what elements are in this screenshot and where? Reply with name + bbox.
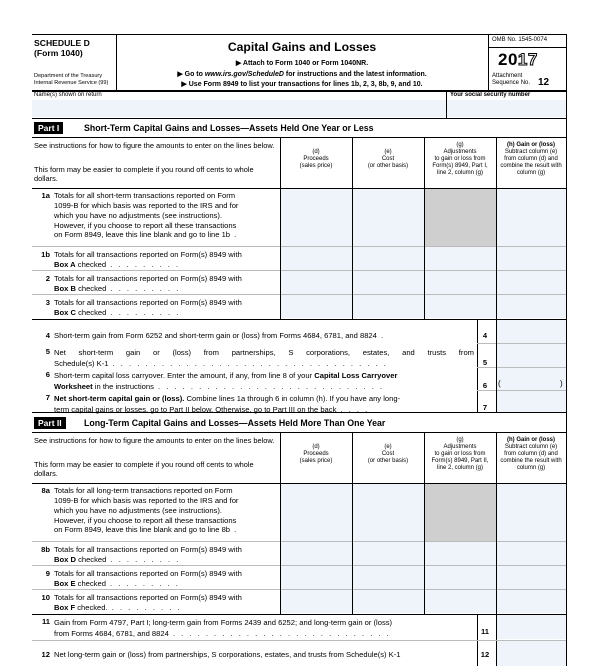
part1-title-rule <box>32 137 566 138</box>
line-5-text: Net short-term gain or (loss) from partnerships, S corporations, estates, and trusts from Schedule(s) K-1 . . . . . . . . . . . . . . . . . . . . . . . . . . . . . . . . . . <box>54 348 474 368</box>
line-9-cost[interactable] <box>353 566 424 589</box>
part2-instructions-1: See instructions for how to figure the amounts to enter on the lines below. <box>34 436 275 445</box>
line-2-proceeds[interactable] <box>281 271 352 294</box>
line-8b-text: Totals for all transactions reported on Form(s) 8949 with Box D checked . . . . . . . . . <box>54 545 242 564</box>
line-8a-gain-loss[interactable] <box>497 484 566 541</box>
part2-title: Long-Term Capital Gains and Losses—Assets Held More Than One Year <box>84 418 386 428</box>
ssn-field[interactable] <box>447 100 566 117</box>
sequence-number: 12 <box>538 77 550 88</box>
part1-bottom-rule <box>32 412 566 413</box>
line-1b-proceeds[interactable] <box>281 247 352 270</box>
p1-amount-divider <box>496 319 497 412</box>
line-4-amount[interactable] <box>497 320 566 343</box>
line-8a-text: Totals for all long-term transactions reported on Form 1099-B for which basis was reported to the IRS and for which you have no adjustments (see instructions). However, if you choose to report all these transactions on Form 8949, leave this line blank and go to line 8b . <box>54 486 239 535</box>
line-11-box: 11 <box>480 627 490 636</box>
p1-body-divider-2 <box>352 188 353 319</box>
part1-title: Short-Term Capital Gains and Losses—Assets Held One Year or Less <box>84 123 374 133</box>
p1-col-e-head: (e) Cost (or other basis) <box>367 149 409 169</box>
line-6-text: Short-term capital loss carryover. Enter the amount, if any, from line 8 of your Capital Loss Carryover Worksheet in the instructions . . . . . . . . . . . . . . . . . . . . . . . . . . . . <box>54 371 398 391</box>
line-5-number: 5 <box>45 347 50 356</box>
line-5-box: 5 <box>482 358 488 367</box>
line-10-cost[interactable] <box>353 590 424 613</box>
line-3-cost[interactable] <box>353 295 424 318</box>
line-3-gain-loss[interactable] <box>497 295 566 318</box>
line-12-box: 12 <box>480 650 490 659</box>
line-8b-number: 8b <box>41 545 50 554</box>
line-10-proceeds[interactable] <box>281 590 352 613</box>
line-11-amount[interactable] <box>497 615 566 639</box>
part1-instructions-2: This form may be easier to complete if you round off cents to whole dollars. <box>34 165 254 183</box>
p1-body-divider-3 <box>424 188 425 319</box>
p2-body-divider-3 <box>424 483 425 614</box>
p1-col-d-head: (d) Proceeds (sales price) <box>299 149 333 169</box>
line-11-number: 11 <box>41 617 50 626</box>
schedule-label: SCHEDULE D <box>34 38 90 48</box>
line-7-box: 7 <box>482 403 488 412</box>
line-8b-proceeds[interactable] <box>281 542 352 565</box>
name-label: Name(s) shown on return <box>34 92 102 98</box>
line-9-proceeds[interactable] <box>281 566 352 589</box>
line-12-amount[interactable] <box>497 641 566 666</box>
tax-year: 2017 <box>498 50 538 69</box>
p1-col-h-head: (h) Gain or (loss) Subtract column (e) from column (d) and combine the result with column (g) <box>500 142 562 176</box>
line-10-rule <box>32 614 566 615</box>
line-8a-cost[interactable] <box>353 484 424 541</box>
p2-body-divider-2 <box>352 483 353 614</box>
line-6-amount[interactable] <box>497 368 566 390</box>
line-1b-adjustments[interactable] <box>425 247 496 270</box>
line-7-amount[interactable] <box>497 391 566 412</box>
line-11-text: Gain from Form 4797, Part I; long-term gain from Forms 2439 and 6252; and long-term gain or (loss) from Forms 4684, 6781, and 8824 . . . . . . . . . . . . . . . . . . . . . . . . . . . <box>54 618 393 638</box>
header-divider-right <box>488 34 489 90</box>
line-9-gain-loss[interactable] <box>497 566 566 589</box>
department-label: Department of the Treasury <box>34 73 103 79</box>
line-9-adjustments[interactable] <box>425 566 496 589</box>
form-top-rule <box>32 34 566 35</box>
line-5-amount[interactable] <box>497 344 566 367</box>
line-12-number: 12 <box>41 650 50 659</box>
irs-label: Internal Revenue Service (99) <box>34 80 109 86</box>
line-1a-cost[interactable] <box>353 189 424 246</box>
p2-col-d-head: (d) Proceeds (sales price) <box>299 444 333 464</box>
line-4-box: 4 <box>482 331 488 340</box>
line-1a-proceeds[interactable] <box>281 189 352 246</box>
attachment-label: Attachment <box>492 73 523 79</box>
line-7-number: 7 <box>45 393 50 402</box>
line-3-adjustments[interactable] <box>425 295 496 318</box>
line-2-cost[interactable] <box>353 271 424 294</box>
line-10-adjustments[interactable] <box>425 590 496 613</box>
irs-url-link[interactable]: www.irs.gov/ScheduleD <box>204 71 284 78</box>
line-10-number: 10 <box>41 593 50 602</box>
line-10-text: Totals for all transactions reported on Form(s) 8949 with Box F checked. . . . . . . . . . <box>54 593 242 612</box>
line-2-number: 2 <box>45 274 50 283</box>
line-4-number: 4 <box>45 331 50 340</box>
omb-rule <box>488 47 566 48</box>
line-3-proceeds[interactable] <box>281 295 352 318</box>
line-3-rule <box>32 319 566 320</box>
p2-col-e-head: (e) Cost (or other basis) <box>367 444 409 464</box>
attach-instruction: ▶ Attach to Form 1040 or Form 1040NR. <box>235 60 369 67</box>
line-11-rule <box>32 640 566 641</box>
p2-body-divider-1 <box>280 483 281 614</box>
part1-instructions-1: See instructions for how to figure the amounts to enter on the lines below. <box>34 141 275 150</box>
line-9-number: 9 <box>45 569 50 578</box>
p1-col-g-head: (g) Adjustments to gain or loss from Form(s) 8949, Part I, line 2, column (g) <box>432 142 488 176</box>
part1-badge: Part I <box>34 122 63 134</box>
line-1b-cost[interactable] <box>353 247 424 270</box>
p2-col-g-head: (g) Adjustments to gain or loss from Form(s) 8949, Part II, line 2, column (g) <box>431 437 489 471</box>
line-12-text: Net long-term gain or (loss) from partnerships, S corporations, estates, and trusts from Schedule(s) K-1 <box>54 650 401 659</box>
line-1b-gain-loss[interactable] <box>497 247 566 270</box>
line-4-text: Short-term gain from Form 6252 and short-term gain or (loss) from Forms 4684, 6781, and 8824 . <box>54 331 386 340</box>
form-title: Capital Gains and Losses <box>227 40 377 54</box>
line-9-text: Totals for all transactions reported on Form(s) 8949 with Box E checked . . . . . . . . . <box>54 569 242 588</box>
part2-badge: Part II <box>34 417 66 429</box>
line-1a-gain-loss[interactable] <box>497 189 566 246</box>
part2-instructions-2: This form may be easier to complete if you round off cents to whole dollars. <box>34 460 254 478</box>
p2-body-divider-4 <box>496 483 497 614</box>
line-8b-cost[interactable] <box>353 542 424 565</box>
p1-body-divider-1 <box>280 188 281 319</box>
omb-number: OMB No. 1545-0074 <box>492 37 548 43</box>
line-7-text: Net short-term capital gain or (loss). Combine lines 1a through 6 in column (h). If you have any long- term capital gains or losses, go to Part II below. Otherwise, go to Part III on the back . . . . <box>54 394 401 414</box>
line-6-number: 6 <box>45 370 50 379</box>
part2-title-rule <box>32 432 566 433</box>
form-reference: (Form 1040) <box>34 48 83 58</box>
sequence-label: Sequence No. <box>492 80 531 86</box>
p2-col-h-head: (h) Gain or (loss) Subtract column (e) from column (d) and combine the result with column (g) <box>500 437 562 471</box>
line-2-adjustments[interactable] <box>425 271 496 294</box>
line-6-box: 6 <box>482 381 488 390</box>
line-1b-number: 1b <box>41 250 50 259</box>
line-8a-adjustments-shaded <box>425 484 496 541</box>
form8949-instruction: ▶ Use Form 8949 to list your transactions for lines 1b, 2, 3, 8b, 9, and 10. <box>181 81 423 88</box>
line-1a-number: 1a <box>41 191 50 200</box>
p1-body-divider-4 <box>496 188 497 319</box>
line-3-text: Totals for all transactions reported on Form(s) 8949 with Box C checked . . . . . . . . . <box>54 298 242 317</box>
ssn-label: Your social security number <box>450 92 531 98</box>
line-10-gain-loss[interactable] <box>497 590 566 613</box>
name-field[interactable] <box>32 100 446 117</box>
line-8b-adjustments[interactable] <box>425 542 496 565</box>
line-3-number: 3 <box>45 298 50 307</box>
line-1a-adjustments-shaded <box>425 189 496 246</box>
line-1b-text: Totals for all transactions reported on Form(s) 8949 with Box A checked . . . . . . . . . <box>54 250 242 269</box>
line-8a-proceeds[interactable] <box>281 484 352 541</box>
line-2-text: Totals for all transactions reported on Form(s) 8949 with Box B checked . . . . . . . . . <box>54 274 242 293</box>
line-2-gain-loss[interactable] <box>497 271 566 294</box>
name-bottom-rule <box>32 118 566 119</box>
line-8a-number: 8a <box>41 486 50 495</box>
line-8b-gain-loss[interactable] <box>497 542 566 565</box>
line-1a-text: Totals for all short-term transactions reported on Form 1099-B for which basis was reported to the IRS and for which you have no adjustments (see instructions). However, if you choose to report all these transactions on Form 8949, leave this line blank and go to line 1b . <box>54 191 239 240</box>
goto-instruction: ▶ Go to www.irs.gov/ScheduleD for instructions and the latest information. <box>177 71 427 78</box>
form-right-edge <box>566 34 567 666</box>
line-6-open-paren: ( <box>498 379 501 388</box>
line-6-close-paren: ) <box>560 379 563 388</box>
